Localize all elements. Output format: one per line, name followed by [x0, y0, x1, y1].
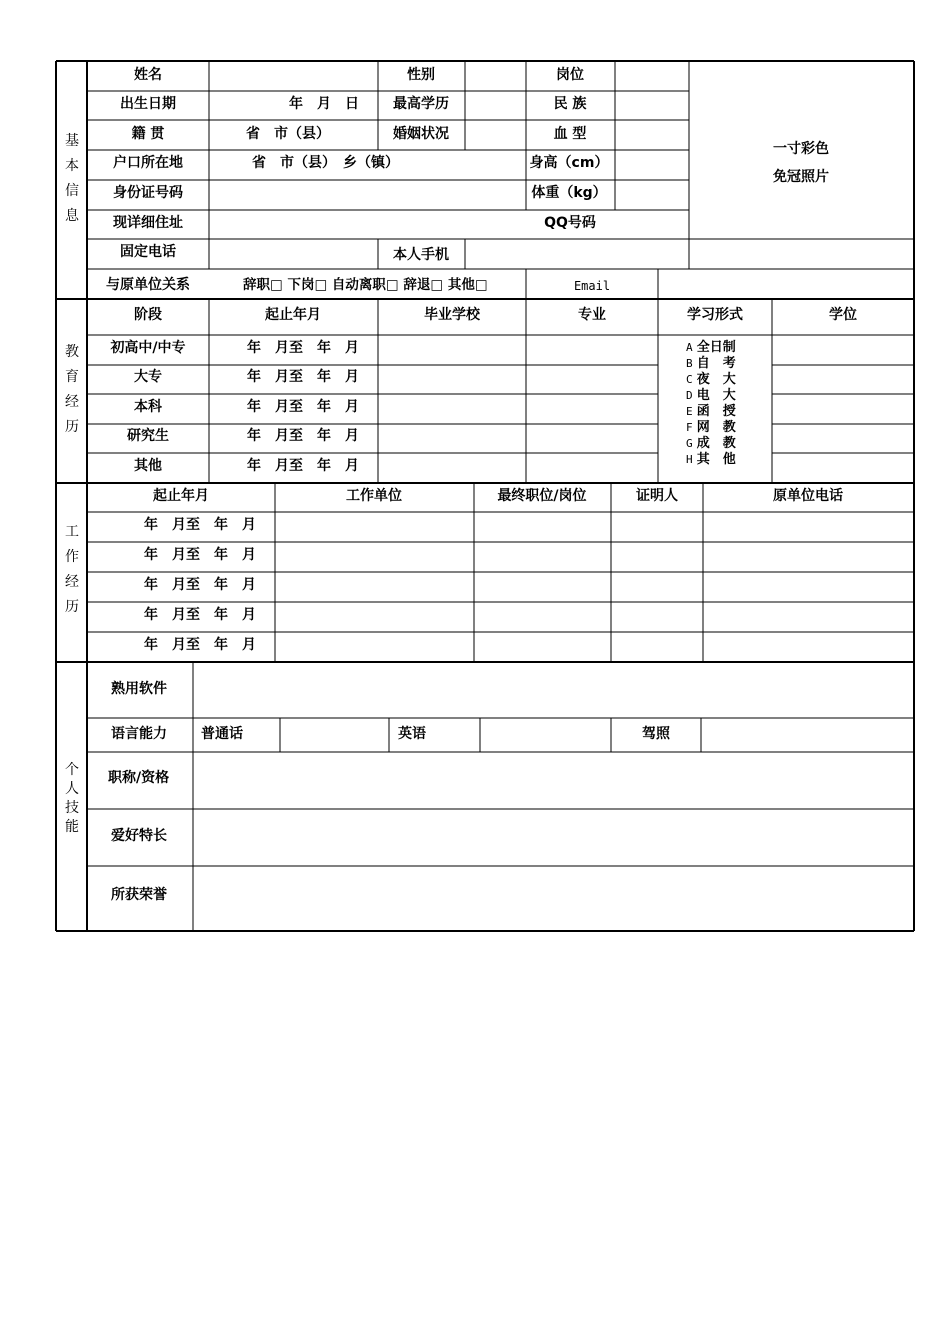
edu-header-school: 毕业学校 [424, 307, 480, 323]
study-form-item: A 全日制 [686, 340, 736, 355]
edu-stage-graduate: 研究生 [127, 428, 169, 444]
edu-header-stage: 阶段 [134, 307, 162, 323]
edu-period: 年 月至 年 月 [247, 458, 359, 474]
study-form-item: C 夜 大 [686, 372, 736, 387]
section-basic-info-label: 基 本 信 息 [65, 133, 79, 224]
language-label: 语言能力 [111, 726, 167, 742]
resume-form [56, 61, 914, 931]
marital-status-label: 婚姻状况 [393, 126, 449, 142]
work-header-reference: 证明人 [636, 488, 678, 504]
relation-options[interactable]: 辞职□ 下岗□ 自动离职□ 辞退□ 其他□ [243, 277, 488, 293]
birth-date-value: 年 月 日 [289, 96, 359, 112]
photo-placeholder-line1: 一寸彩色 [773, 141, 829, 157]
work-header-period: 起止年月 [153, 488, 209, 504]
work-header-company-phone: 原单位电话 [773, 488, 843, 504]
study-form-item: F 网 教 [686, 420, 736, 435]
native-place-label: 籍 贯 [131, 126, 165, 142]
work-period: 年 月至 年 月 [144, 547, 256, 563]
edu-header-study-form: 学习形式 [687, 307, 743, 323]
edu-header-degree: 学位 [829, 307, 857, 323]
work-header-company: 工作单位 [346, 488, 402, 504]
id-number-label: 身份证号码 [113, 185, 183, 201]
software-label: 熟用软件 [111, 681, 167, 697]
title-qualification-label: 职称/资格 [108, 770, 170, 786]
edu-period: 年 月至 年 月 [247, 399, 359, 415]
highest-degree-label: 最高学历 [393, 96, 449, 112]
study-form-list [686, 340, 766, 468]
name-label: 姓名 [134, 67, 162, 83]
honors-label: 所获荣誉 [111, 887, 167, 903]
work-period: 年 月至 年 月 [144, 577, 256, 593]
section-work-label: 工 作 经 历 [65, 524, 79, 615]
work-header-final-position: 最终职位/岗位 [497, 488, 587, 504]
study-form-item: B 自 考 [686, 356, 736, 371]
study-form-item: E 函 授 [686, 404, 736, 419]
edu-stage-highschool: 初高中/中专 [110, 340, 186, 356]
birth-date-label: 出生日期 [120, 96, 176, 112]
address-label: 现详细住址 [113, 215, 183, 231]
position-label: 岗位 [556, 67, 584, 83]
hukou-label: 户口所在地 [113, 155, 183, 171]
blood-type-label: 血 型 [553, 126, 587, 142]
edu-stage-other: 其他 [134, 458, 162, 474]
study-form-item: D 电 大 [686, 388, 736, 403]
work-period: 年 月至 年 月 [144, 517, 256, 533]
mandarin-label: 普通话 [201, 726, 243, 742]
gender-label: 性别 [407, 67, 435, 83]
qq-label: QQ号码 [544, 215, 596, 231]
email-label: Email [573, 279, 611, 293]
native-place-value: 省 市（县） [246, 126, 330, 142]
edu-period: 年 月至 年 月 [247, 428, 359, 444]
landline-label: 固定电话 [120, 244, 176, 260]
work-period: 年 月至 年 月 [144, 637, 256, 653]
edu-stage-bachelor: 本科 [134, 399, 162, 415]
ethnicity-label: 民 族 [553, 96, 587, 112]
photo-placeholder-line2: 免冠照片 [773, 169, 829, 185]
edu-header-period: 起止年月 [265, 307, 321, 323]
weight-label: 体重（kg） [531, 185, 607, 201]
section-skills-label: 个 人 技 能 [65, 762, 79, 835]
english-label: 英语 [398, 726, 426, 742]
edu-stage-college: 大专 [134, 369, 162, 385]
hukou-value: 省 市（县） 乡（镇） [252, 155, 399, 171]
mobile-label: 本人手机 [393, 247, 449, 263]
height-label: 身高（cm） [529, 155, 609, 171]
relation-label: 与原单位关系 [106, 277, 190, 293]
study-form-item: G 成 教 [686, 436, 736, 451]
section-education-label: 教 育 经 历 [65, 344, 79, 435]
edu-header-major: 专业 [578, 307, 606, 323]
edu-period: 年 月至 年 月 [247, 340, 359, 356]
study-form-item: H 其 他 [686, 452, 736, 467]
hobbies-label: 爱好特长 [111, 828, 167, 844]
work-period: 年 月至 年 月 [144, 607, 256, 623]
driver-license-label: 驾照 [642, 726, 670, 742]
edu-period: 年 月至 年 月 [247, 369, 359, 385]
